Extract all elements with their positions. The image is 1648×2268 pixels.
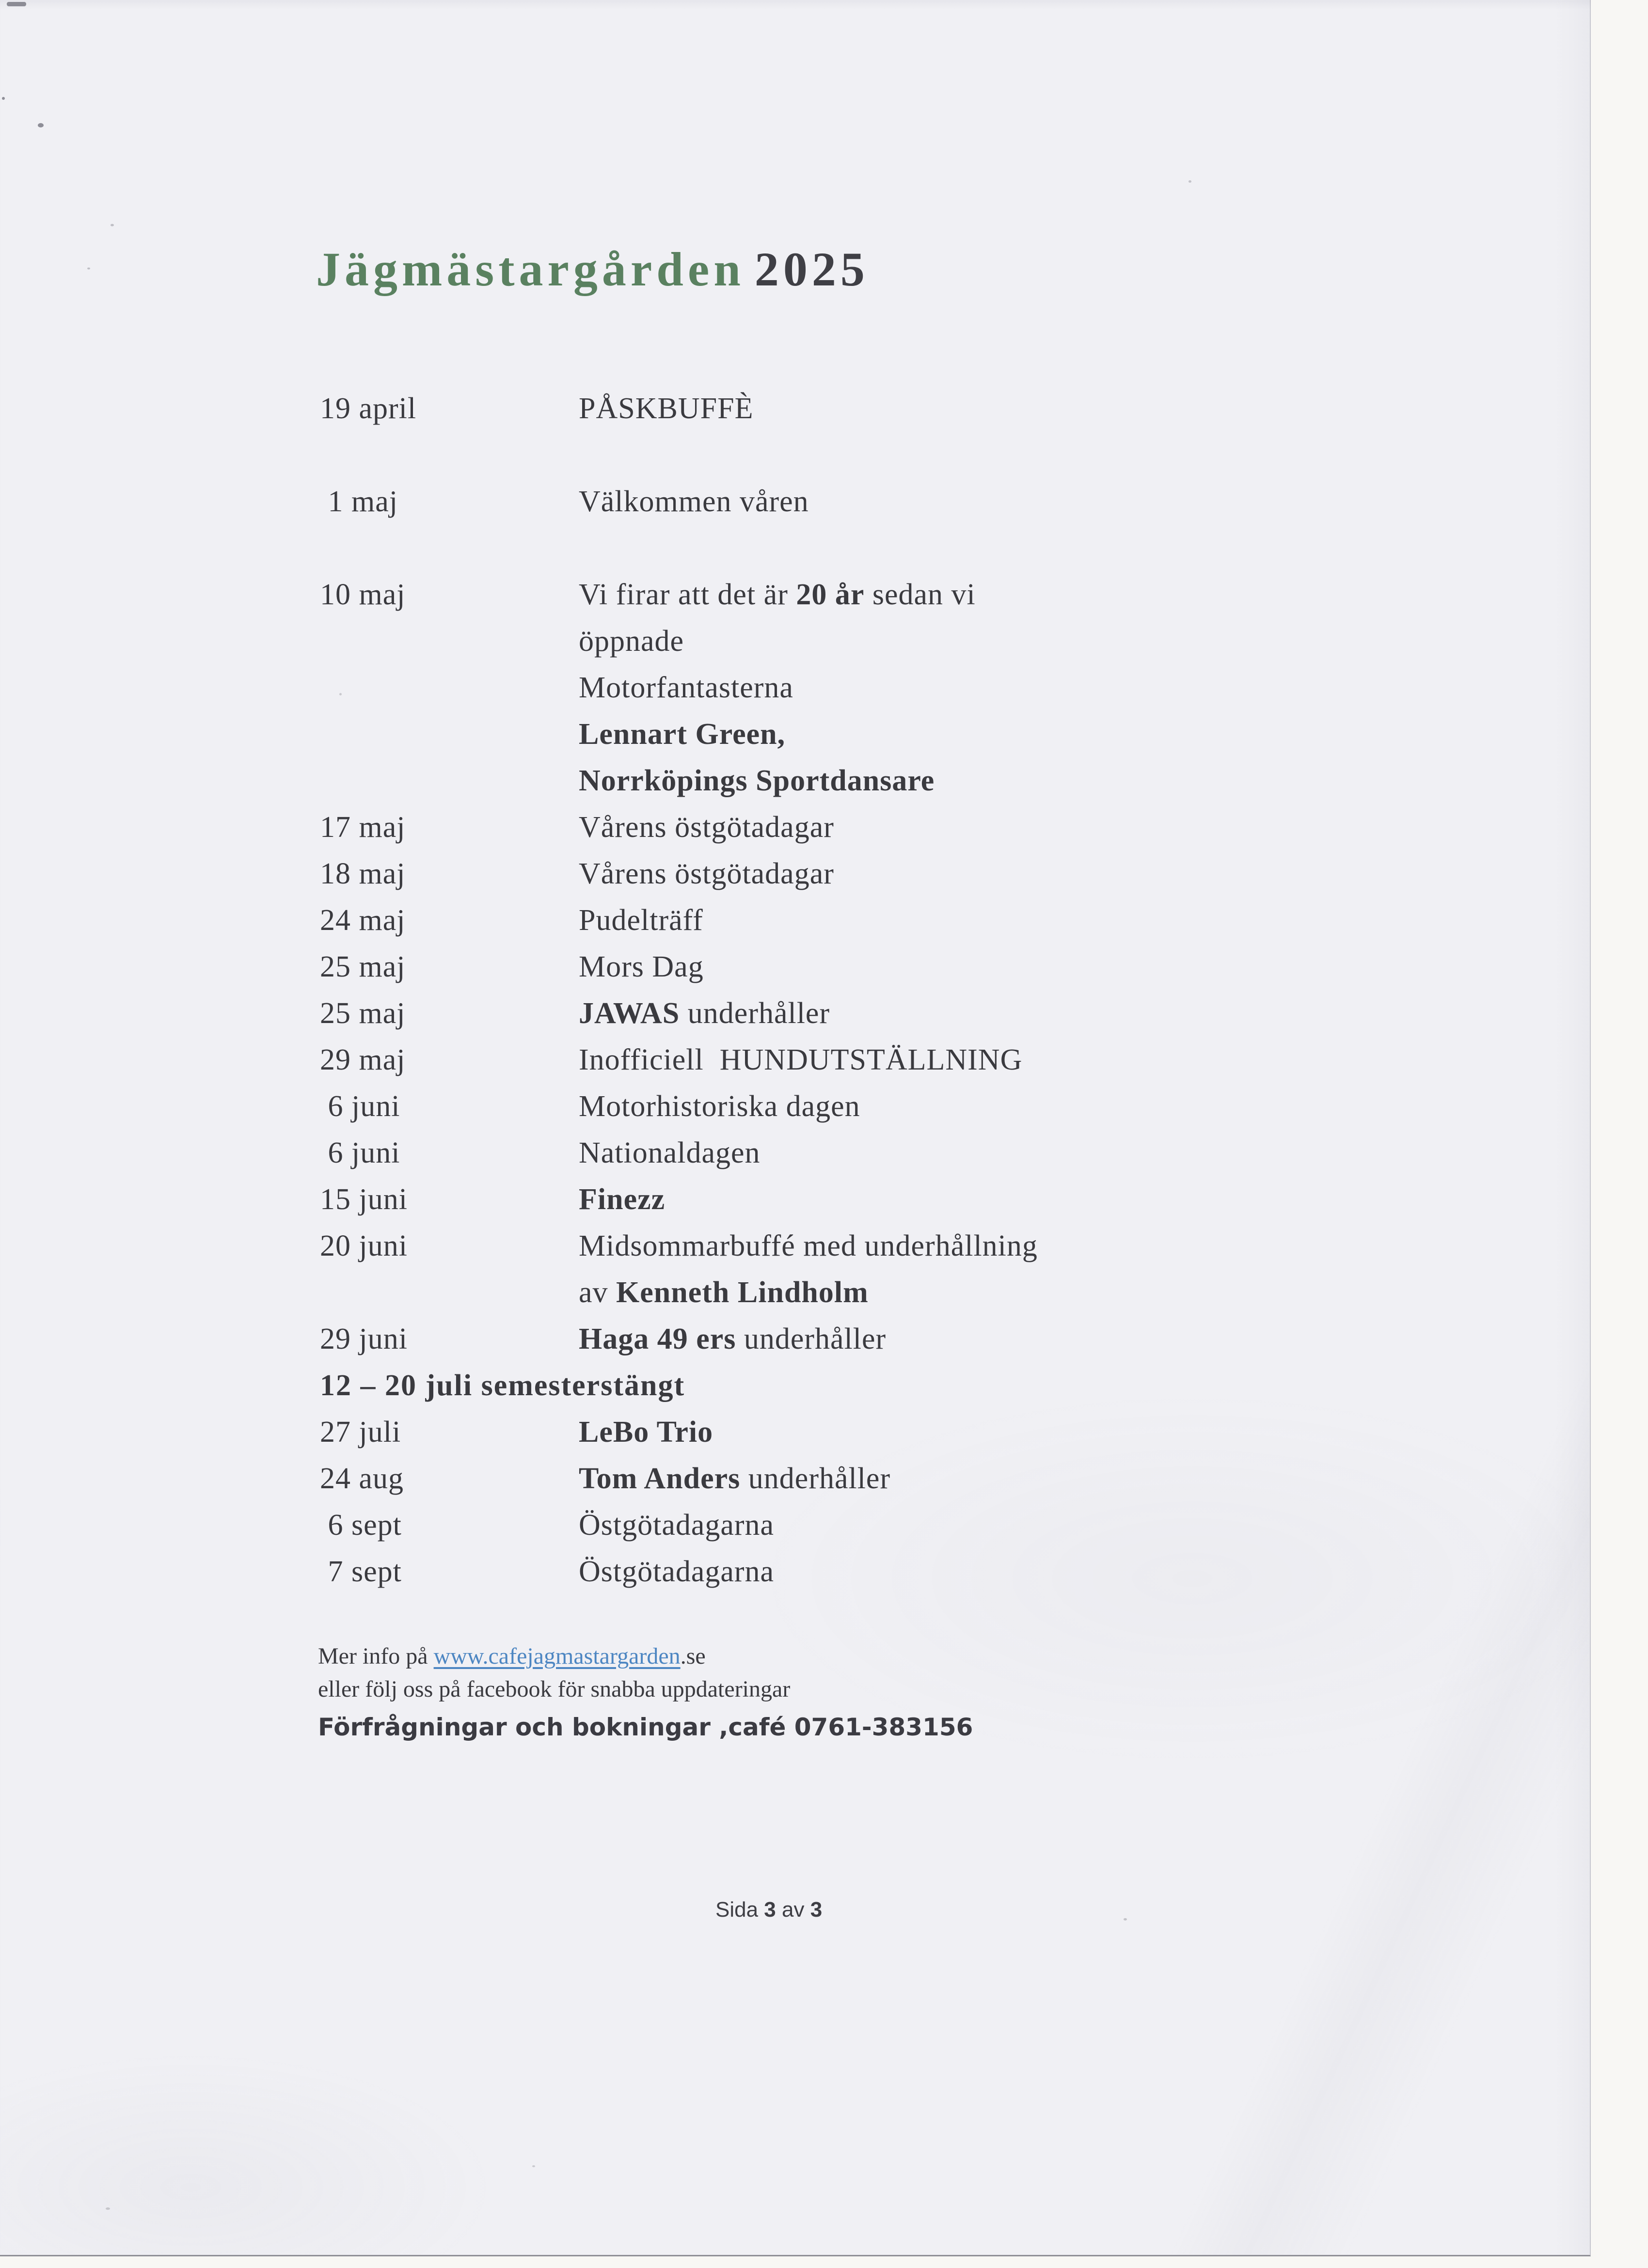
blank-line bbox=[320, 432, 1386, 478]
text-segment: sedan vi bbox=[864, 578, 976, 611]
text-segment: Norrköpings Sportdansare bbox=[579, 764, 935, 797]
text-segment: Inofficiell HUNDUTSTÄLLNING bbox=[579, 1043, 1023, 1076]
event-date: 6 juni bbox=[320, 1136, 400, 1169]
text-segment: Lennart Green, bbox=[579, 718, 786, 751]
scan-speck bbox=[111, 224, 114, 226]
event-text bbox=[579, 1136, 761, 1169]
text-segment: underhåller bbox=[680, 997, 830, 1030]
event-text bbox=[579, 485, 809, 518]
scan-speck bbox=[2, 97, 5, 100]
event-text bbox=[579, 578, 976, 611]
event-row bbox=[320, 1223, 1386, 1269]
event-row bbox=[320, 1455, 1386, 1502]
scan-speck bbox=[106, 2207, 110, 2210]
event-text bbox=[579, 1555, 774, 1588]
event-row bbox=[320, 944, 1386, 990]
event-text: 12 – 20 juli semesterstängt bbox=[320, 1369, 685, 1402]
event-text bbox=[579, 1509, 774, 1542]
text-segment: Östgötadagarna bbox=[579, 1509, 775, 1542]
event-date: 24 maj bbox=[320, 904, 406, 937]
event-row bbox=[320, 757, 1386, 804]
text-segment: underhåller bbox=[740, 1462, 891, 1495]
event-list bbox=[320, 385, 1386, 1595]
scan-speck bbox=[1188, 180, 1191, 183]
text-segment: Vi firar att det är bbox=[579, 578, 796, 611]
text-segment: LeBo Trio bbox=[579, 1416, 713, 1449]
text-segment: Mors Dag bbox=[579, 950, 704, 983]
event-text bbox=[579, 857, 834, 890]
scan-speck bbox=[87, 268, 90, 269]
page-number-current: 3 bbox=[764, 1898, 776, 1922]
text-segment: Motorhistoriska dagen bbox=[579, 1090, 860, 1123]
event-date: 24 aug bbox=[320, 1462, 404, 1495]
event-row bbox=[320, 1548, 1386, 1595]
text-segment: JAWAS bbox=[579, 997, 680, 1030]
text-segment: underhåller bbox=[736, 1323, 887, 1355]
text-segment: Östgötadagarna bbox=[579, 1555, 775, 1588]
event-text bbox=[579, 718, 785, 751]
event-row bbox=[320, 711, 1386, 757]
website-suffix: .se bbox=[680, 1643, 706, 1669]
event-text bbox=[579, 625, 684, 658]
event-row bbox=[320, 1037, 1386, 1083]
event-text bbox=[579, 671, 793, 704]
scan-speck bbox=[532, 2165, 535, 2167]
event-text bbox=[579, 1462, 890, 1495]
event-date: 20 juni bbox=[320, 1229, 408, 1262]
event-date: 25 maj bbox=[320, 950, 406, 983]
event-text bbox=[579, 997, 830, 1030]
event-date: 7 sept bbox=[320, 1555, 402, 1588]
text-segment: Midsommarbuffé med underhållning bbox=[579, 1229, 1038, 1262]
event-row-fullwidth bbox=[320, 1362, 1386, 1409]
scan-speck bbox=[7, 2, 26, 6]
event-date: 6 juni bbox=[320, 1090, 400, 1123]
event-date: 27 juli bbox=[320, 1416, 401, 1449]
event-text bbox=[579, 1416, 713, 1449]
text-segment: Vårens östgötadagar bbox=[579, 857, 834, 890]
text-segment: 20 år bbox=[796, 578, 865, 611]
text-segment: Nationaldagen bbox=[579, 1136, 761, 1169]
event-row bbox=[320, 1502, 1386, 1548]
event-date: 15 juni bbox=[320, 1183, 408, 1216]
event-text bbox=[579, 950, 704, 983]
text-segment: PÅSKBUFFÈ bbox=[579, 392, 754, 425]
event-date: 6 sept bbox=[320, 1509, 402, 1542]
event-row bbox=[320, 990, 1386, 1037]
event-text bbox=[579, 1323, 886, 1355]
event-row bbox=[320, 1316, 1386, 1362]
event-text bbox=[579, 1183, 665, 1216]
website-link[interactable]: www.cafejagmastargarden bbox=[433, 1643, 681, 1669]
facebook-line: eller följ oss på facebook för snabba uppdateringar bbox=[318, 1676, 791, 1702]
text-segment: Vårens östgötadagar bbox=[579, 811, 834, 844]
text-segment: av bbox=[579, 1276, 617, 1309]
page-number bbox=[715, 1898, 822, 1922]
event-date: 10 maj bbox=[320, 578, 406, 611]
event-date: 17 maj bbox=[320, 811, 406, 844]
event-date: 19 april bbox=[320, 392, 417, 425]
event-text bbox=[579, 1229, 1038, 1262]
event-row bbox=[320, 1130, 1386, 1176]
event-date: 18 maj bbox=[320, 857, 406, 890]
text-segment: Pudelträff bbox=[579, 904, 703, 937]
event-text bbox=[579, 1043, 1022, 1076]
text-segment: Motorfantasterna bbox=[579, 671, 793, 704]
text-segment: Finezz bbox=[579, 1183, 666, 1216]
event-row bbox=[320, 804, 1386, 850]
scan-speck bbox=[38, 123, 44, 127]
more-info-line bbox=[318, 1640, 1384, 1673]
more-info-prefix: Mer info på bbox=[318, 1643, 434, 1669]
event-row bbox=[320, 1176, 1386, 1223]
text-segment: Tom Anders bbox=[579, 1462, 741, 1495]
event-date: 1 maj bbox=[320, 485, 398, 518]
blank-line bbox=[320, 525, 1386, 571]
event-date: 29 maj bbox=[320, 1043, 406, 1076]
event-text bbox=[579, 764, 935, 797]
event-row bbox=[320, 664, 1386, 711]
event-date: 25 maj bbox=[320, 997, 406, 1030]
event-row bbox=[320, 850, 1386, 897]
event-text bbox=[579, 904, 703, 937]
text-segment: Haga 49 ers bbox=[579, 1323, 736, 1355]
text-segment: öppnade bbox=[579, 625, 684, 658]
title-year: 2025 bbox=[754, 242, 869, 296]
event-text bbox=[579, 811, 834, 844]
event-date: 29 juni bbox=[320, 1323, 408, 1355]
event-text bbox=[579, 392, 753, 425]
event-row bbox=[320, 1269, 1386, 1316]
bookings-line: Förfrågningar och bokningar ,café 0761-383156 bbox=[318, 1713, 973, 1741]
text-segment: Välkommen våren bbox=[579, 485, 809, 518]
event-row bbox=[320, 385, 1386, 432]
event-row bbox=[320, 618, 1386, 664]
event-row bbox=[320, 1409, 1386, 1455]
scan-speck bbox=[1124, 1918, 1127, 1921]
event-row bbox=[320, 478, 1386, 525]
page-number-total: 3 bbox=[810, 1898, 823, 1922]
page-number-prefix: Sida bbox=[715, 1898, 764, 1922]
event-text bbox=[579, 1090, 860, 1123]
event-row bbox=[320, 897, 1386, 944]
footer bbox=[318, 1640, 1384, 1745]
event-row bbox=[320, 1083, 1386, 1130]
page-title bbox=[316, 241, 869, 297]
scan-speck bbox=[339, 693, 342, 695]
event-text bbox=[579, 1276, 869, 1309]
title-name: Jägmästargården bbox=[316, 242, 745, 296]
event-row bbox=[320, 571, 1386, 618]
page-number-middle: av bbox=[776, 1898, 810, 1922]
text-segment: Kenneth Lindholm bbox=[616, 1276, 869, 1309]
